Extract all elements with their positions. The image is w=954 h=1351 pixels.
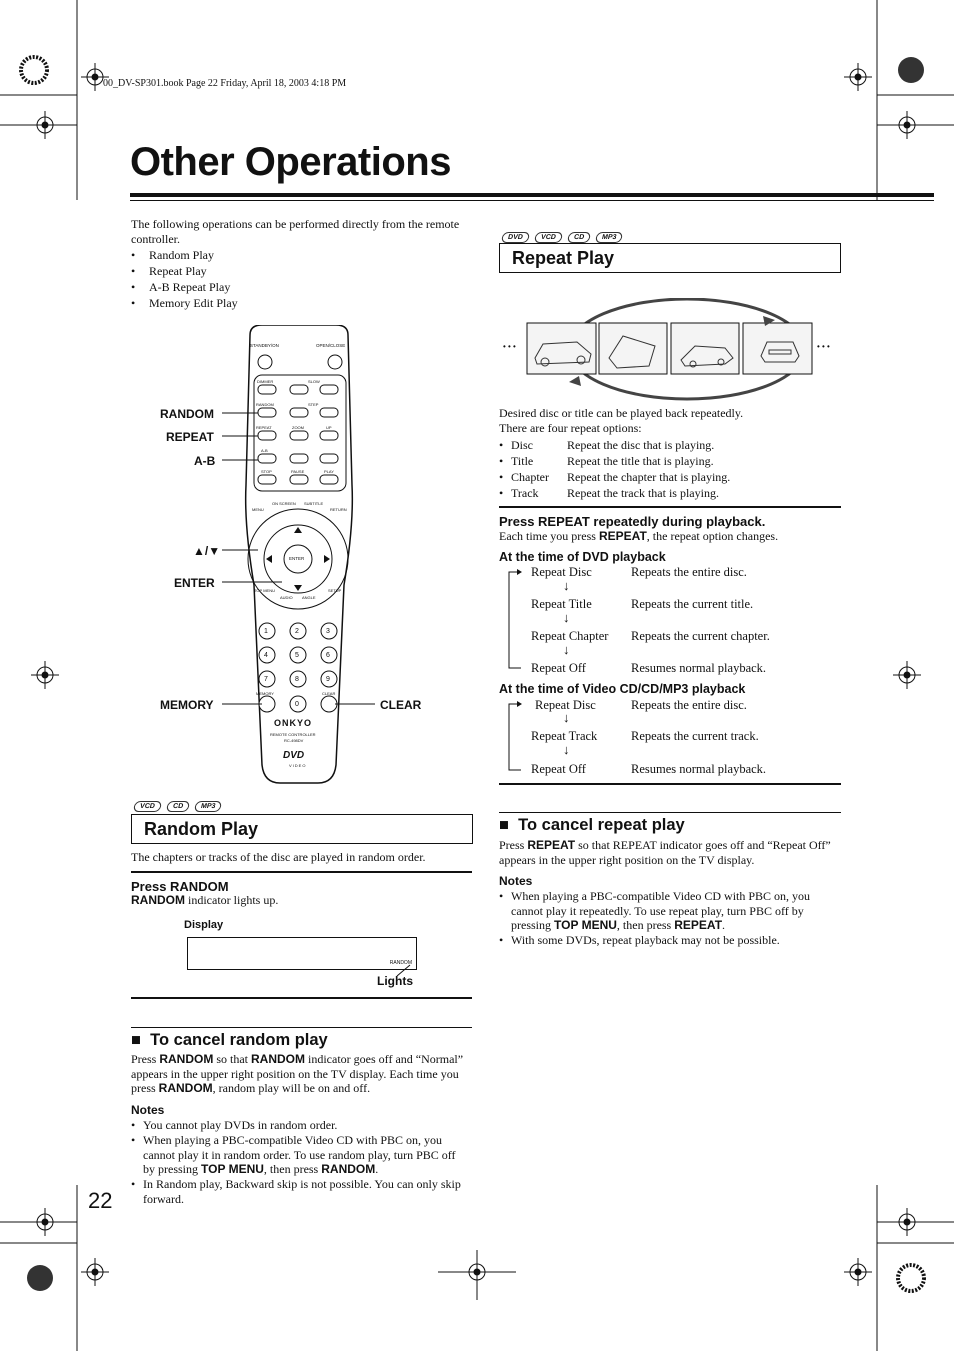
remote-memory-small-label: MEMORY <box>256 691 274 696</box>
cancel-random-heading: ■ To cancel random play <box>131 1031 328 1049</box>
lights-pointer <box>395 964 415 978</box>
dvd-playback-heading: At the time of DVD playback <box>499 550 666 564</box>
cancel-repeat-text: Press REPEAT so that REPEAT indicator goes off and “Repeat Off” appears in the upper right position on the TV display. <box>499 838 831 867</box>
callout-ab: A-B <box>194 454 216 468</box>
badge-cd: CD <box>566 232 590 243</box>
random-desc: The chapters or tracks of the disc are played in random order. <box>131 850 426 864</box>
random-indicator-word: RANDOM <box>131 893 185 907</box>
remote-dvd-logo: DVD <box>283 750 305 761</box>
remote-step-label: STEP <box>308 402 319 407</box>
remote-controller-label: REMOTE CONTROLLER <box>270 732 316 737</box>
list-item: • With some DVDs, repeat playback may not be possible. <box>499 933 839 948</box>
list-item: • Random Play <box>131 247 431 263</box>
list-item: • A-B Repeat Play <box>131 279 431 295</box>
remote-key-9: 9 <box>326 676 330 683</box>
each-time-text: Each time you press REPEAT, the repeat option changes. <box>499 529 779 543</box>
press-random-label: Press RANDOM <box>131 879 229 894</box>
cancel-repeat-heading: ■ To cancel repeat play <box>499 816 685 834</box>
vcd-playback-heading: At the time of Video CD/CD/MP3 playback <box>499 682 746 696</box>
remote-model-label: RC-498DV <box>284 738 304 743</box>
list-item: • Title Repeat the title that is playing. <box>499 454 714 468</box>
dvd-seq-row: Repeat Off Resumes normal playback. <box>531 661 767 675</box>
remote-top-menu-label: TOP MENU <box>254 588 275 593</box>
down-arrow-icon: ↓ <box>563 578 570 593</box>
remote-standby-label: STANDBY/ON <box>250 343 279 348</box>
random-disc-badges <box>134 795 227 813</box>
remote-key-2: 2 <box>295 628 299 635</box>
callout-enter: ENTER <box>174 576 215 590</box>
callout-repeat: REPEAT <box>166 430 214 444</box>
list-item: • Memory Edit Play <box>131 295 431 311</box>
list-item: • Track Repeat the track that is playing. <box>499 486 719 500</box>
random-indicator-desc: indicator lights up. <box>185 893 279 907</box>
repeat-notes-list <box>499 889 839 947</box>
repeat-desc-2: There are four repeat options: <box>499 421 642 435</box>
repeat-disc-badges <box>502 226 628 244</box>
badge-vcd: VCD <box>534 232 563 243</box>
remote-enter-small-label: ENTER <box>289 556 305 561</box>
lights-label: Lights <box>377 974 413 988</box>
dvd-loop-arrow <box>505 566 525 676</box>
remote-slow-label: SLOW <box>308 379 320 384</box>
intro-text: The following operations can be performed directly from the remote controller. <box>131 217 460 246</box>
list-item: • When playing a PBC-compatible Video CD with PBC on, you cannot play it in random order. To use random play, turn PBC off by pressing TOP MENU, then press RANDOM. <box>131 1133 466 1177</box>
callout-random: RANDOM <box>160 407 214 421</box>
remote-dimmer-label: DIMMER <box>257 379 274 384</box>
badge-cd: CD <box>166 801 190 812</box>
down-arrow-icon: ↓ <box>563 642 570 657</box>
remote-subtitle-label: SUBTITLE <box>304 501 324 506</box>
badge-mp3: MP3 <box>194 801 223 812</box>
dvd-seq-row: Repeat Chapter Repeats the current chapter. <box>531 629 770 643</box>
badge-mp3: MP3 <box>595 232 624 243</box>
remote-stop-label: STOP <box>261 469 272 474</box>
cancel-random-rule <box>131 1027 472 1028</box>
dvd-seq-row: Repeat Title Repeats the current title. <box>531 597 754 611</box>
remote-ab-small-label: A-B <box>261 448 268 453</box>
remote-repeat-small-label: REPEAT <box>256 425 272 430</box>
repeat-dots-left: • • • <box>503 342 516 351</box>
callout-memory: MEMORY <box>160 698 214 712</box>
repeat-desc-1: Desired disc or title can be played back repeatedly. <box>499 406 744 420</box>
page-number: 22 <box>88 1188 113 1213</box>
list-item: • In Random play, Backward skip is not possible. You can only skip forward. <box>131 1177 466 1207</box>
list-item: • Chapter Repeat the chapter that is playing. <box>499 470 731 484</box>
repeat-dots-right: • • • <box>817 342 830 351</box>
remote-audio-label: AUDIO <box>280 595 293 600</box>
display-random-indicator: RANDOM <box>389 960 412 966</box>
repeat-play-heading: Repeat Play <box>499 243 841 273</box>
vcd-seq-row: Repeat Disc Repeats the entire disc. <box>535 698 747 712</box>
random-indicator-text <box>131 893 278 908</box>
remote-key-5: 5 <box>295 652 299 659</box>
press-repeat-label: Press REPEAT repeatedly during playback. <box>499 514 766 529</box>
vcd-seq-row: Repeat Track Repeats the current track. <box>531 729 759 743</box>
remote-key-1: 1 <box>264 628 268 635</box>
remote-key-3: 3 <box>326 628 330 635</box>
random-notes-title: Notes <box>131 1103 165 1117</box>
remote-angle-label: ANGLE <box>302 595 316 600</box>
dvd-seq-row: Repeat Disc Repeats the entire disc. <box>531 565 747 579</box>
remote-key-4: 4 <box>264 652 268 659</box>
remote-play-label: PLAY <box>324 469 334 474</box>
repeat-options-list <box>499 437 841 501</box>
cancel-random-text: Press RANDOM so that RANDOM indicator goes off and “Normal” appears in the upper right position on the TV display. Each time you press RANDOM, random play will be on and off. <box>131 1052 464 1095</box>
down-arrow-icon: ↓ <box>563 710 570 725</box>
down-arrow-icon: ↓ <box>563 610 570 625</box>
file-info: 00_DV-SP301.book Page 22 Friday, April 18, 2003 4:18 PM <box>103 78 347 89</box>
repeat-rule-1 <box>499 506 841 508</box>
remote-key-7: 7 <box>264 676 268 683</box>
remote-random-small-label: RANDOM <box>256 402 274 407</box>
list-item: • You cannot play DVDs in random order. <box>131 1118 466 1133</box>
random-notes-list <box>131 1118 466 1207</box>
square-bullet-icon: ■ <box>131 1031 141 1049</box>
remote-key-0: 0 <box>295 701 299 708</box>
repeat-illustration <box>499 298 841 402</box>
remote-zoom-label: ZOOM <box>292 425 304 430</box>
callout-up-down: ▲/▼ <box>193 544 221 558</box>
page-title: Other Operations <box>130 140 451 184</box>
remote-brand-logo: ONKYO <box>274 718 313 728</box>
vcd-seq-row: Repeat Off Resumes normal playback. <box>531 762 767 776</box>
list-item: • Repeat Play <box>131 263 431 279</box>
down-arrow-icon: ↓ <box>563 742 570 757</box>
random-play-heading: Random Play <box>131 814 473 844</box>
list-item: • Disc Repeat the disc that is playing. <box>499 438 715 452</box>
repeat-notes-title: Notes <box>499 874 533 888</box>
list-item: • When playing a PBC-compatible Video CD with PBC on, you cannot play it repeatedly. To use repeat play, turn PBC off by pressing TOP MENU, then press REPEAT. <box>499 889 839 933</box>
display-panel <box>187 937 417 970</box>
remote-menu-label: MENU <box>252 507 264 512</box>
display-label: Display <box>184 919 224 931</box>
cancel-repeat-rule <box>499 812 841 813</box>
remote-up-label: UP <box>326 425 332 430</box>
remote-on-screen-label: ON SCREEN <box>272 501 296 506</box>
random-rule-2 <box>131 997 472 999</box>
repeat-rule-2 <box>499 783 841 785</box>
remote-key-6: 6 <box>326 652 330 659</box>
remote-clear-small-label: CLEAR <box>322 691 336 696</box>
remote-video-label: VIDEO <box>289 763 307 768</box>
remote-pause-label: PAUSE <box>291 469 305 474</box>
remote-open-close-label: OPEN/CLOSE <box>316 343 346 348</box>
random-rule-1 <box>131 871 472 873</box>
callout-clear: CLEAR <box>380 698 422 712</box>
remote-setup-label: SETUP <box>328 588 342 593</box>
badge-dvd: DVD <box>501 232 530 243</box>
remote-return-label: RETURN <box>330 507 347 512</box>
square-bullet-icon: ■ <box>499 816 509 834</box>
remote-key-8: 8 <box>295 676 299 683</box>
badge-vcd: VCD <box>133 801 162 812</box>
vcd-loop-arrow <box>505 698 525 776</box>
